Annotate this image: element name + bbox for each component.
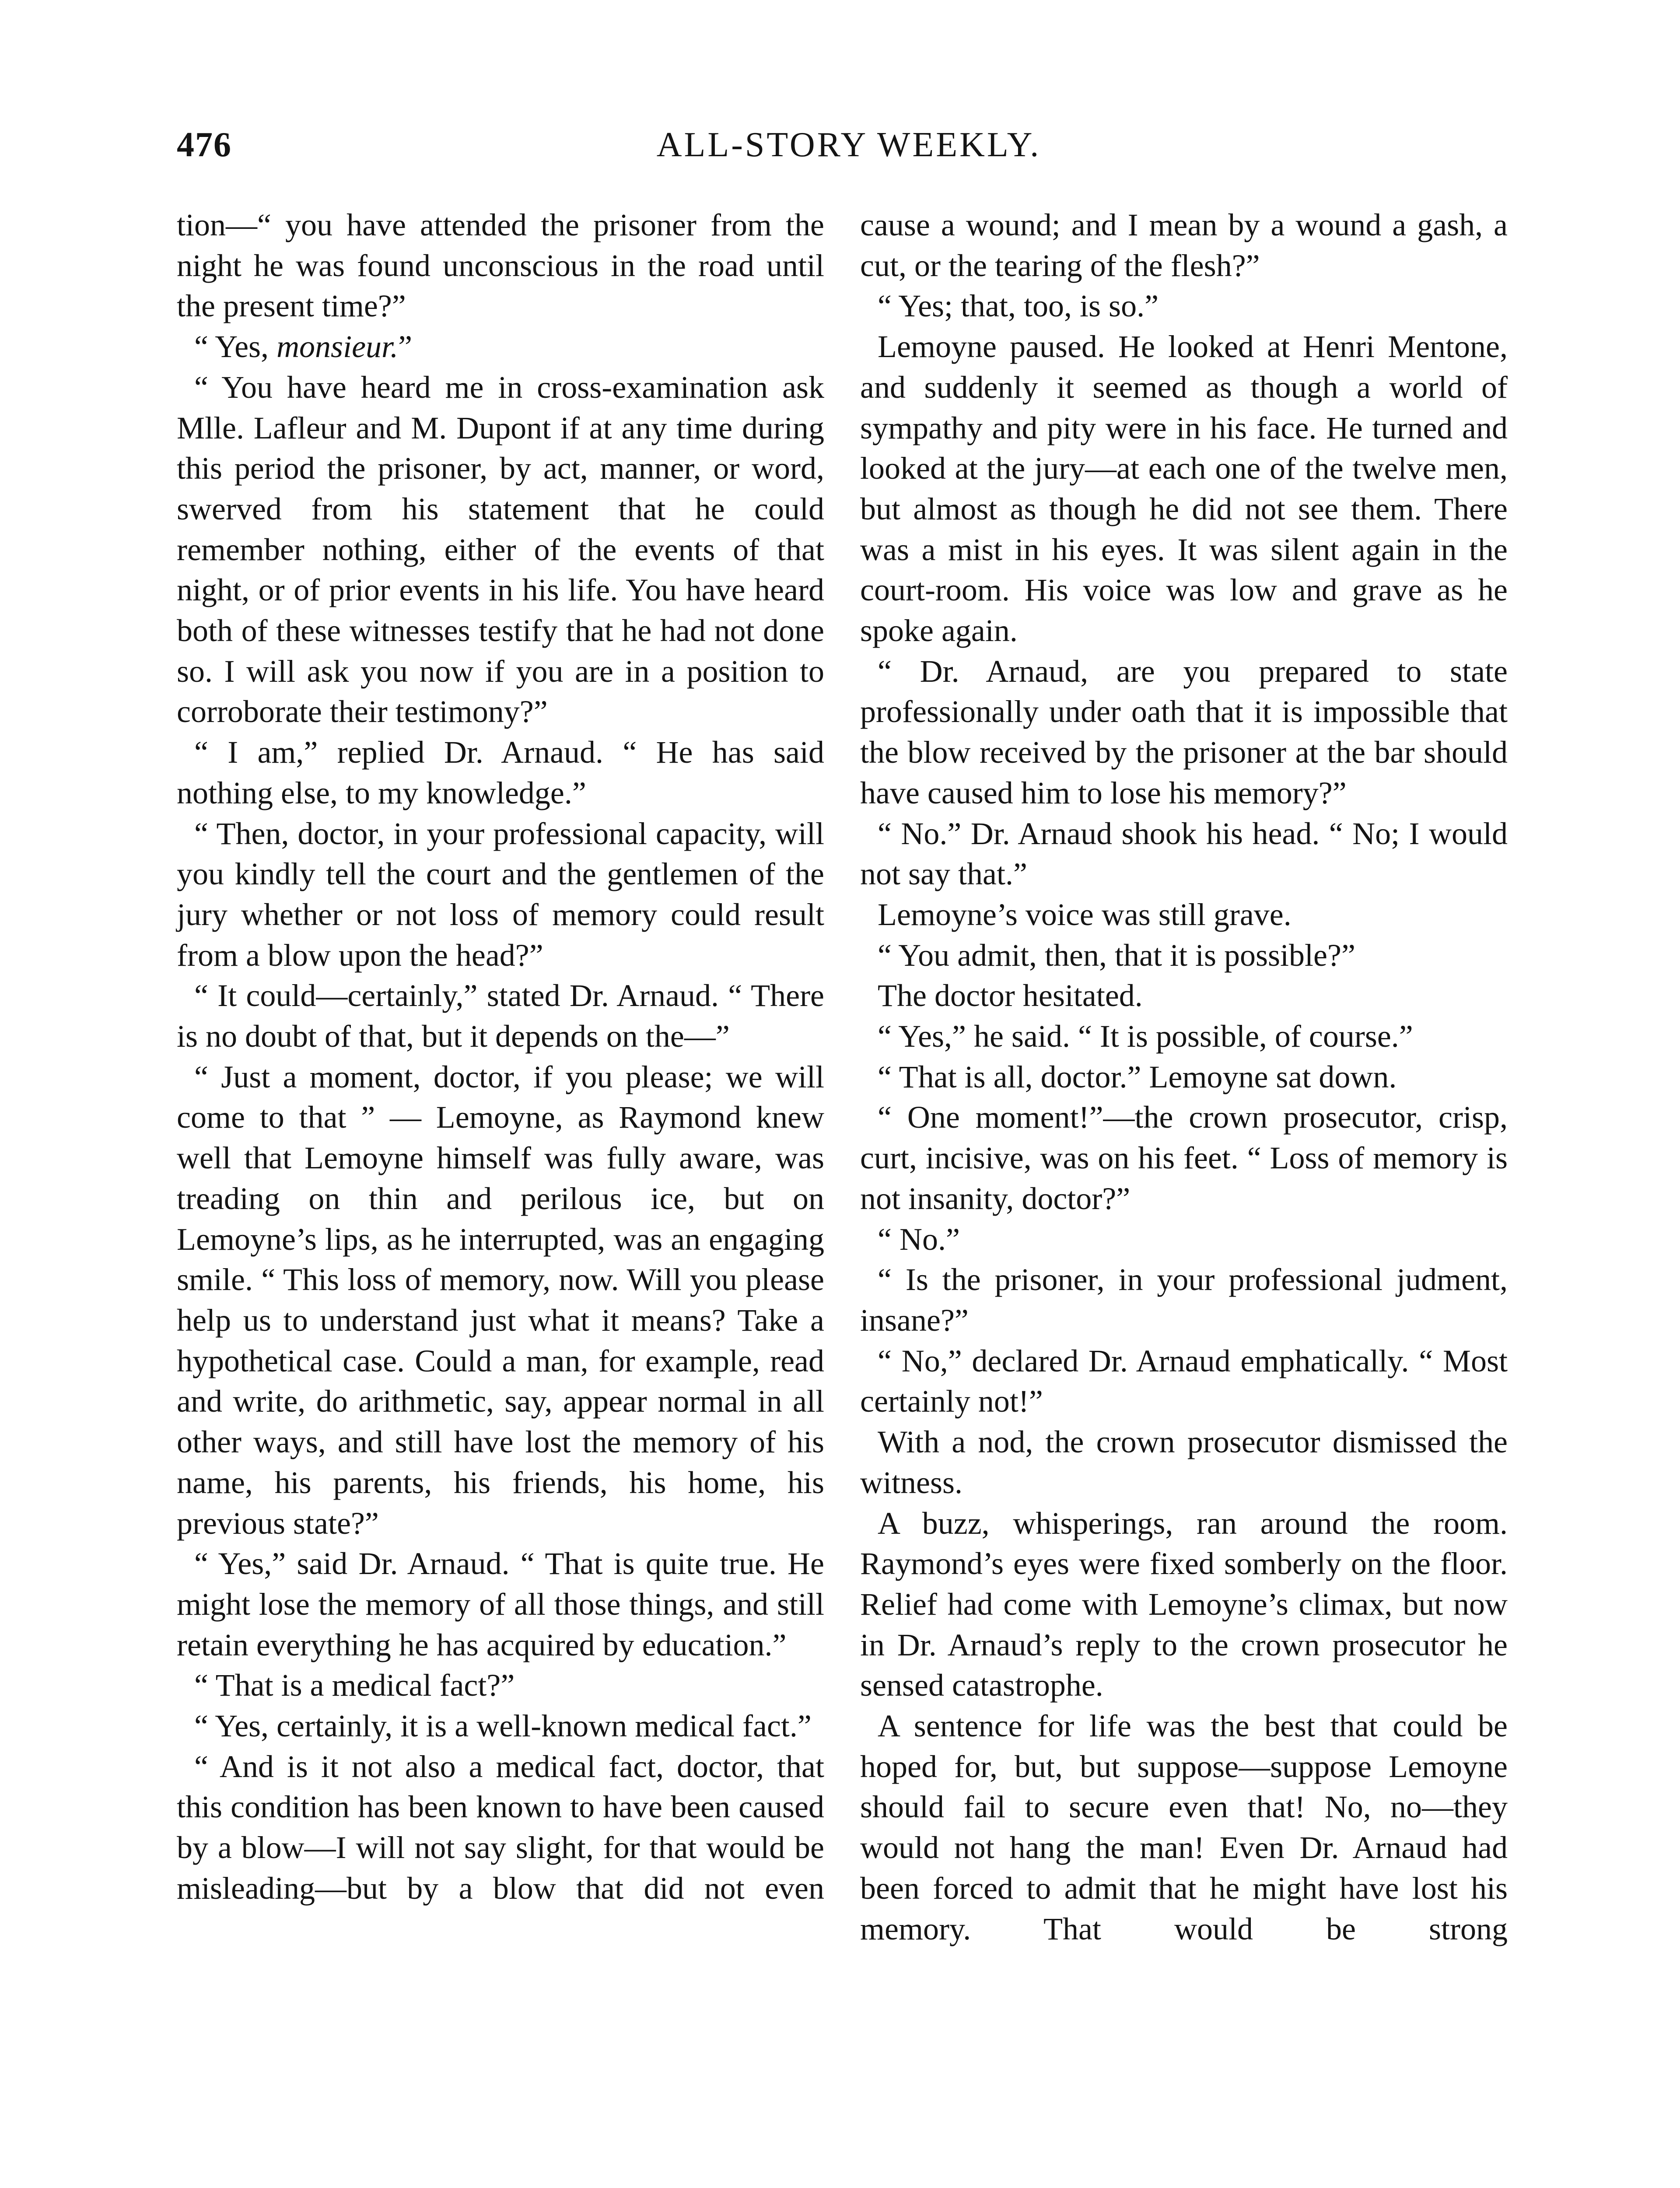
paragraph: “ No,” declared Dr. Arnaud emphatically. “ Most certainly not!” bbox=[860, 1343, 1508, 1419]
paragraph: “ It could—certainly,” stated Dr. Arnaud. “ There is no doubt of that, but it depends on the—” bbox=[177, 978, 824, 1054]
paragraph: “ Yes,” he said. “ It is possible, of course.” bbox=[878, 1019, 1413, 1054]
paragraph: “ That is a medical fact?” bbox=[194, 1668, 515, 1703]
running-head: ALL-STORY WEEKLY. bbox=[656, 126, 1041, 164]
paragraph: “ You admit, then, that it is possible?” bbox=[878, 937, 1355, 973]
emphasis: monsieur. bbox=[276, 329, 399, 365]
paragraph: “ Yes, monsieur.” bbox=[194, 329, 413, 365]
paragraph: Lemoyne paused. He looked at Henri Mentone, and suddenly it seemed as though a world of sympathy and pity were in his face. He turned and looked at the jury—at each one of the twelve men, but almost as though he did not see them. There was a mist in his eyes. It was silent again in the court-room. His voice was low and grave as he spoke again. bbox=[860, 329, 1508, 649]
paragraph: “ That is all, doctor.” Lemoyne sat down. bbox=[878, 1059, 1397, 1094]
paragraph: With a nod, the crown prosecutor dismissed the witness. bbox=[860, 1424, 1508, 1500]
paragraph: Lemoyne’s voice was still grave. bbox=[878, 897, 1292, 932]
paragraph: “ Yes,” said Dr. Arnaud. “ That is quite true. He might lose the memory of all those things, and still retain everything he has acquired by education.” bbox=[177, 1546, 824, 1662]
paragraph: cause a wound; and I mean by a wound a gash, a cut, or the tearing of the flesh?” bbox=[860, 207, 1508, 283]
paragraph: “ Yes; that, too, is so.” bbox=[878, 288, 1159, 324]
paragraph: “ I am,” replied Dr. Arnaud. “ He has said nothing else, to my knowledge.” bbox=[177, 735, 824, 810]
paragraph: “ Yes, certainly, it is a well-known medical fact.” bbox=[194, 1708, 812, 1744]
paragraph: “ One moment!”—the crown prosecutor, crisp, curt, incisive, was on his feet. “ Loss of memory is not insanity, doctor?” bbox=[860, 1100, 1508, 1216]
paragraph: tion—“ you have attended the prisoner from the night he was found unconscious in the road until the present time?” bbox=[177, 207, 824, 324]
paragraph: “ Dr. Arnaud, are you prepared to state professionally under oath that it is impossible that the blow received by the prisoner at the bar should have caused him to lose his memory?” bbox=[860, 653, 1508, 810]
paragraph: “ Just a moment, doctor, if you please; we will come to that ” — Lemoyne, as Raymond knew well that Lemoyne himself was fully aware, was treading on thin and perilous ice, but on Lemoyne’s lips, as he interrupted, was an engaging smile. “ This loss of memory, now. Will you please help us to understand just what it means? Take a hypothetical case. Could a man, for example, read and write, do arithmetic, say, appear normal in all other ways, and still have lost the memory of his name, his parents, his friends, his home, his previous state?” bbox=[177, 1059, 824, 1541]
paragraph: “ Is the prisoner, in your professional judment, insane?” bbox=[860, 1262, 1508, 1338]
paragraph: A buzz, whisperings, ran around the room. Raymond’s eyes were fixed somberly on the floor. Relief had come with Lemoyne’s climax, but now in Dr. Arnaud’s reply to the crown prosecutor he sensed catastrophe. bbox=[860, 1505, 1508, 1703]
paragraph: A sentence for life was the best that could be hoped for, but, but suppose—suppose Lemoyne should fail to secure even that! No, no—they would not hang the man! Even Dr. Arnaud had been forced to admit that he might have lost his memory. That would be strong bbox=[860, 1708, 1508, 1946]
paragraph: “ Then, doctor, in your professional capacity, will you kindly tell the court and the gentlemen of the jury whether or not loss of memory could result from a blow upon the head?” bbox=[177, 816, 824, 973]
paragraph: “ No.” Dr. Arnaud shook his head. “ No; I would not say that.” bbox=[860, 816, 1508, 892]
left-column bbox=[177, 205, 824, 1909]
paragraph: “ No.” bbox=[878, 1221, 960, 1257]
paragraph: The doctor hesitated. bbox=[878, 978, 1143, 1013]
right-column bbox=[860, 205, 1508, 1949]
paragraph: “ And is it not also a medical fact, doctor, that this condition has been known to have been caused by a blow—I will not say slight, for that would be misleading—but by a blow that did not even bbox=[177, 1749, 824, 1906]
page-number: 476 bbox=[177, 126, 232, 164]
paragraph: “ You have heard me in cross-examination ask Mlle. Lafleur and M. Dupont if at any time during this period the prisoner, by act, manner, or word, swerved from his statement that he could remember nothing, either of the events of that night, or of prior events in his life. You have heard both of these witnesses testify that he had not done so. I will ask you now if you are in a position to corroborate their testimony?” bbox=[177, 369, 824, 729]
